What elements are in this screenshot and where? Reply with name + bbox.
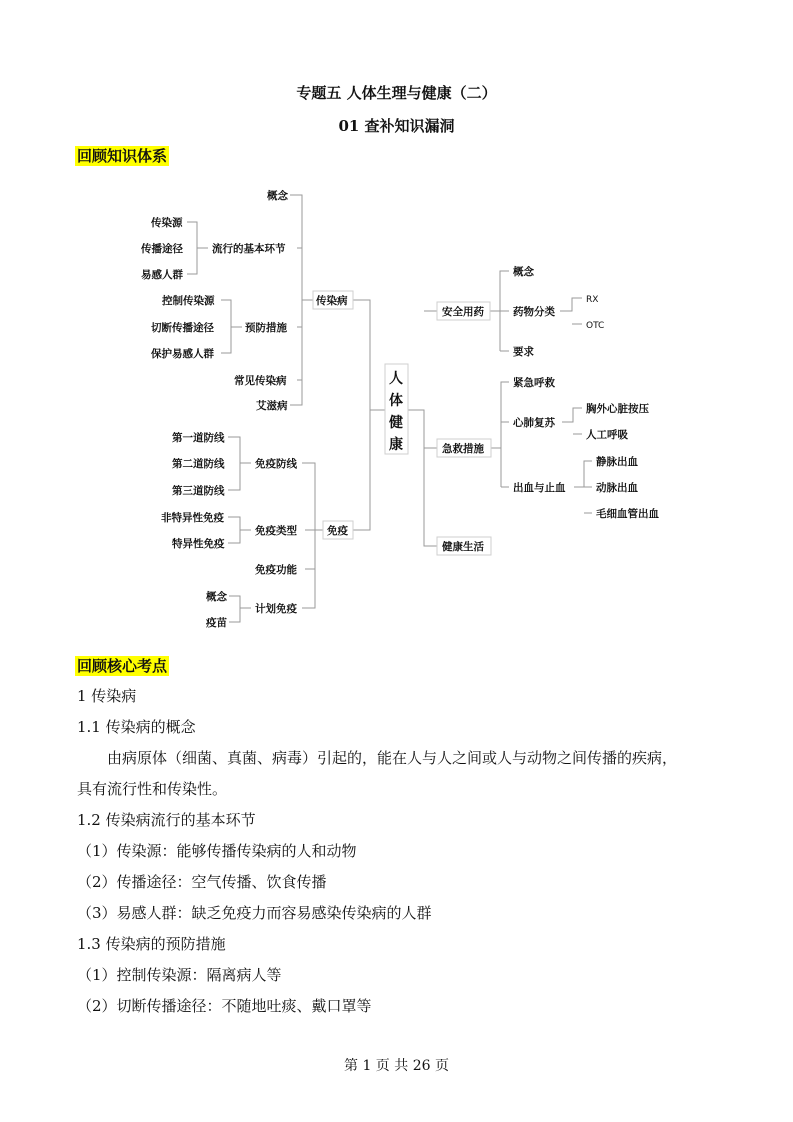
node-drug-classification: 药物分类 bbox=[513, 306, 555, 318]
node-rx: RX bbox=[586, 295, 599, 305]
node-planned-immunization: 计划免疫 bbox=[255, 603, 297, 615]
list-item-route: （2）传播途径：空气传播、饮食传播 bbox=[77, 873, 327, 891]
list-item-source: （1）传染源：能够传播传染病的人和动物 bbox=[77, 842, 357, 860]
list-item-cut-route: （2）切断传播途径：不随地吐痰、戴口罩等 bbox=[77, 997, 372, 1015]
node-immune-defense: 免疫防线 bbox=[255, 458, 297, 470]
node-capillary-bleeding: 毛细血管出血 bbox=[596, 508, 659, 520]
document-title: 专题五 人体生理与健康（二） bbox=[296, 84, 497, 102]
node-arterial-bleeding: 动脉出血 bbox=[596, 482, 638, 494]
node-immune-function: 免疫功能 bbox=[255, 564, 297, 576]
node-cpr: 心肺复苏 bbox=[513, 417, 555, 429]
root-node-char: 体 bbox=[389, 393, 403, 409]
node-infection-source: 传染源 bbox=[151, 217, 183, 229]
node-immune-types: 免疫类型 bbox=[255, 525, 297, 537]
node-venous-bleeding: 静脉出血 bbox=[596, 456, 638, 468]
node-control-source: 控制传染源 bbox=[162, 295, 215, 307]
node-concept: 概念 bbox=[267, 190, 288, 202]
paragraph-concept-line1: 由病原体（细菌、真菌、病毒）引起的，能在人与人之间或人与动物之间传播的疾病， bbox=[107, 749, 678, 767]
node-first-defense: 第一道防线 bbox=[172, 432, 225, 444]
section-heading-core-label: 回顾核心考点 bbox=[77, 657, 168, 675]
section-heading-core bbox=[75, 655, 169, 676]
node-aids: 艾滋病 bbox=[256, 400, 288, 412]
paragraph-concept-line2: 具有流行性和传染性。 bbox=[77, 780, 228, 798]
node-nonspecific-immunity: 非特异性免疫 bbox=[161, 512, 224, 524]
node-emergency-call: 紧急呼救 bbox=[513, 377, 555, 389]
list-item-susceptible: （3）易感人群：缺乏免疫力而容易感染传染病的人群 bbox=[77, 904, 432, 922]
heading-basic-links: 1.2 传染病流行的基本环节 bbox=[77, 811, 256, 829]
node-cut-route: 切断传播途径 bbox=[151, 322, 214, 334]
node-susceptible-population: 易感人群 bbox=[141, 269, 183, 281]
root-node-char: 健 bbox=[389, 415, 403, 431]
node-immunity: 免疫 bbox=[327, 525, 348, 537]
list-item-control: （1）控制传染源：隔离病人等 bbox=[77, 966, 282, 984]
node-otc: OTC bbox=[586, 321, 605, 331]
heading-concept: 1.1 传染病的概念 bbox=[77, 718, 196, 736]
root-node-char: 人 bbox=[389, 371, 403, 387]
node-artificial-respiration: 人工呼吸 bbox=[586, 429, 628, 441]
node-vaccine: 疫苗 bbox=[206, 617, 227, 629]
node-safe-medication: 安全用药 bbox=[442, 306, 484, 318]
node-chest-compression: 胸外心脏按压 bbox=[586, 403, 649, 415]
node-prevention-measures: 预防措施 bbox=[245, 322, 287, 334]
node-specific-immunity: 特异性免疫 bbox=[172, 538, 225, 550]
node-protect-population: 保护易感人群 bbox=[151, 348, 214, 360]
node-healthy-life: 健康生活 bbox=[442, 541, 484, 553]
node-second-defense: 第二道防线 bbox=[172, 458, 225, 470]
root-node-char: 康 bbox=[389, 437, 403, 453]
section-heading-knowledge-label: 回顾知识体系 bbox=[77, 147, 168, 165]
document-subtitle: 01 查补知识漏洞 bbox=[338, 117, 455, 135]
node-requirements: 要求 bbox=[513, 346, 534, 358]
node-third-defense: 第三道防线 bbox=[172, 485, 225, 497]
heading-infectious-disease: 1 传染病 bbox=[77, 687, 137, 705]
node-common-diseases: 常见传染病 bbox=[234, 375, 287, 387]
page-footer: 第 1 页 共 26 页 bbox=[344, 1058, 449, 1074]
node-first-aid: 急救措施 bbox=[442, 443, 484, 455]
node-transmission-route: 传播途径 bbox=[141, 243, 183, 255]
node-bleeding: 出血与止血 bbox=[513, 482, 566, 494]
node-planned-concept: 概念 bbox=[206, 591, 227, 603]
heading-prevention: 1.3 传染病的预防措施 bbox=[77, 935, 226, 953]
node-infectious-disease: 传染病 bbox=[316, 295, 348, 307]
node-drug-concept: 概念 bbox=[513, 266, 534, 278]
node-basic-links: 流行的基本环节 bbox=[212, 243, 286, 255]
